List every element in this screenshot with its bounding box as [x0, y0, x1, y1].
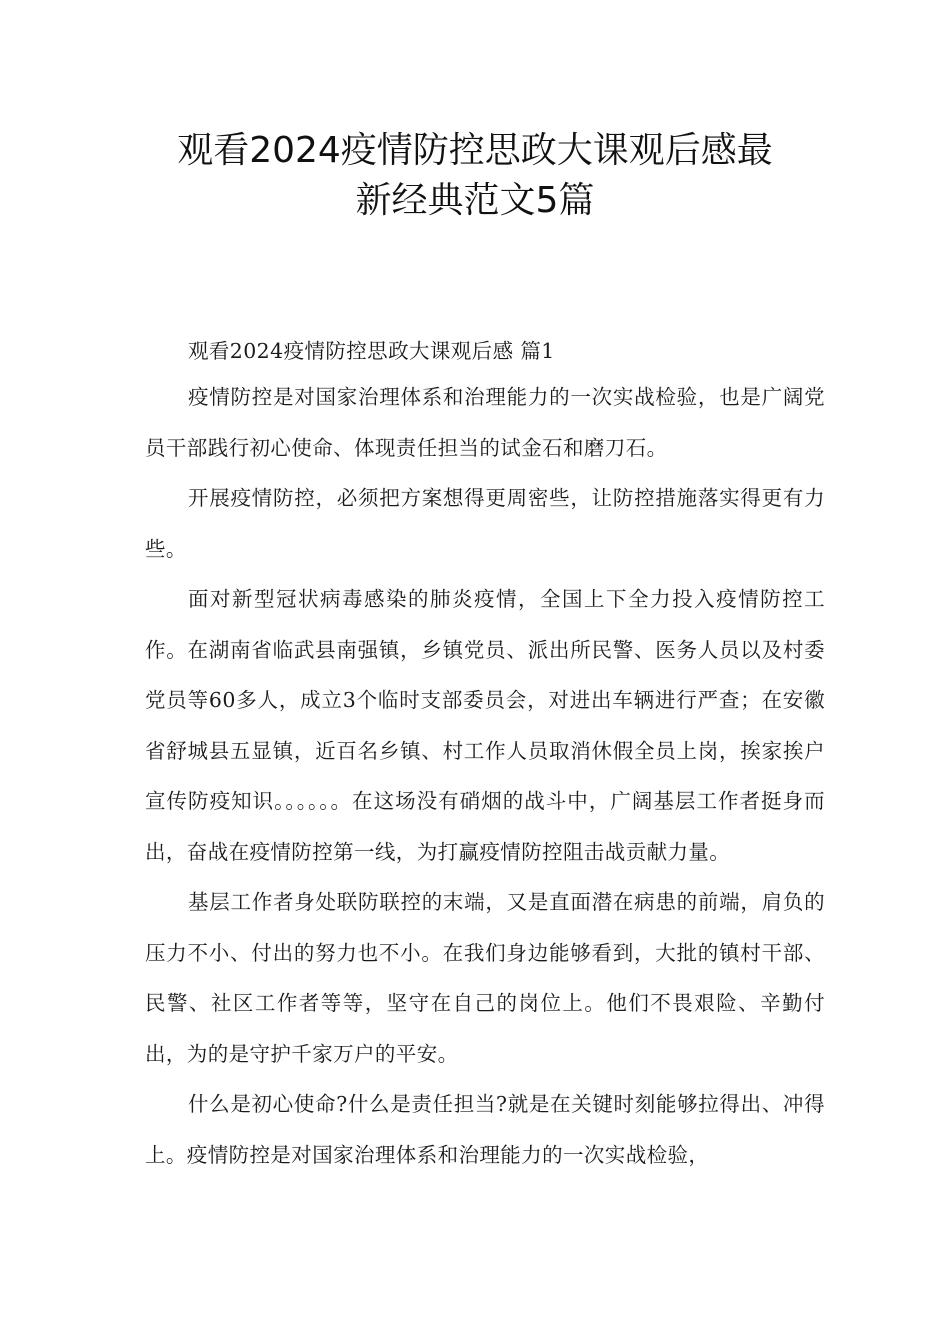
document-body: [145, 330, 825, 1180]
paragraph: 疫情防控是对国家治理体系和治理能力的一次实战检验，也是广阔党员干部践行初心使命、体现责任担当的试金石和磨刀石。: [145, 385, 825, 460]
paragraph: 基层工作者身处联防联控的末端，又是直面潜在病患的前端，肩负的压力不小、付出的努力也不小。在我们身边能够看到，大批的镇村干部、民警、社区工作者等等，坚守在自己的岗位上。他们不畏艰险、辛勤付出，为的是守护千家万户的平安。: [145, 890, 825, 1066]
document-title: [100, 126, 850, 226]
title-line-1: 观看2024疫情防控思政大课观后感最: [177, 130, 773, 171]
paragraph: 开展疫情防控，必须把方案想得更周密些，让防控措施落实得更有力些。: [145, 486, 825, 561]
title-line-2: 新经典范文5篇: [355, 180, 595, 221]
section-heading: 观看2024疫情防控思政大课观后感 篇1: [188, 339, 555, 363]
paragraph: 面对新型冠状病毒感染的肺炎疫情，全国上下全力投入疫情防控工作。在湖南省临武县南强镇，乡镇党员、派出所民警、医务人员以及村委党员等60多人，成立3个临时支部委员会，对进出车辆进行严查；在安徽省舒城县五显镇，近百名乡镇、村工作人员取消休假全员上岗，挨家挨户宣传防疫知识。。。。。。在这场没有硝烟的战斗中，广阔基层工作者挺身而出，奋战在疫情防控第一线，为打赢疫情防控阻击战贡献力量。: [145, 587, 825, 864]
paragraph: 什么是初心使命?什么是责任担当?就是在关键时刻能够拉得出、冲得上。疫情防控是对国家治理体系和治理能力的一次实战检验，: [145, 1092, 825, 1167]
